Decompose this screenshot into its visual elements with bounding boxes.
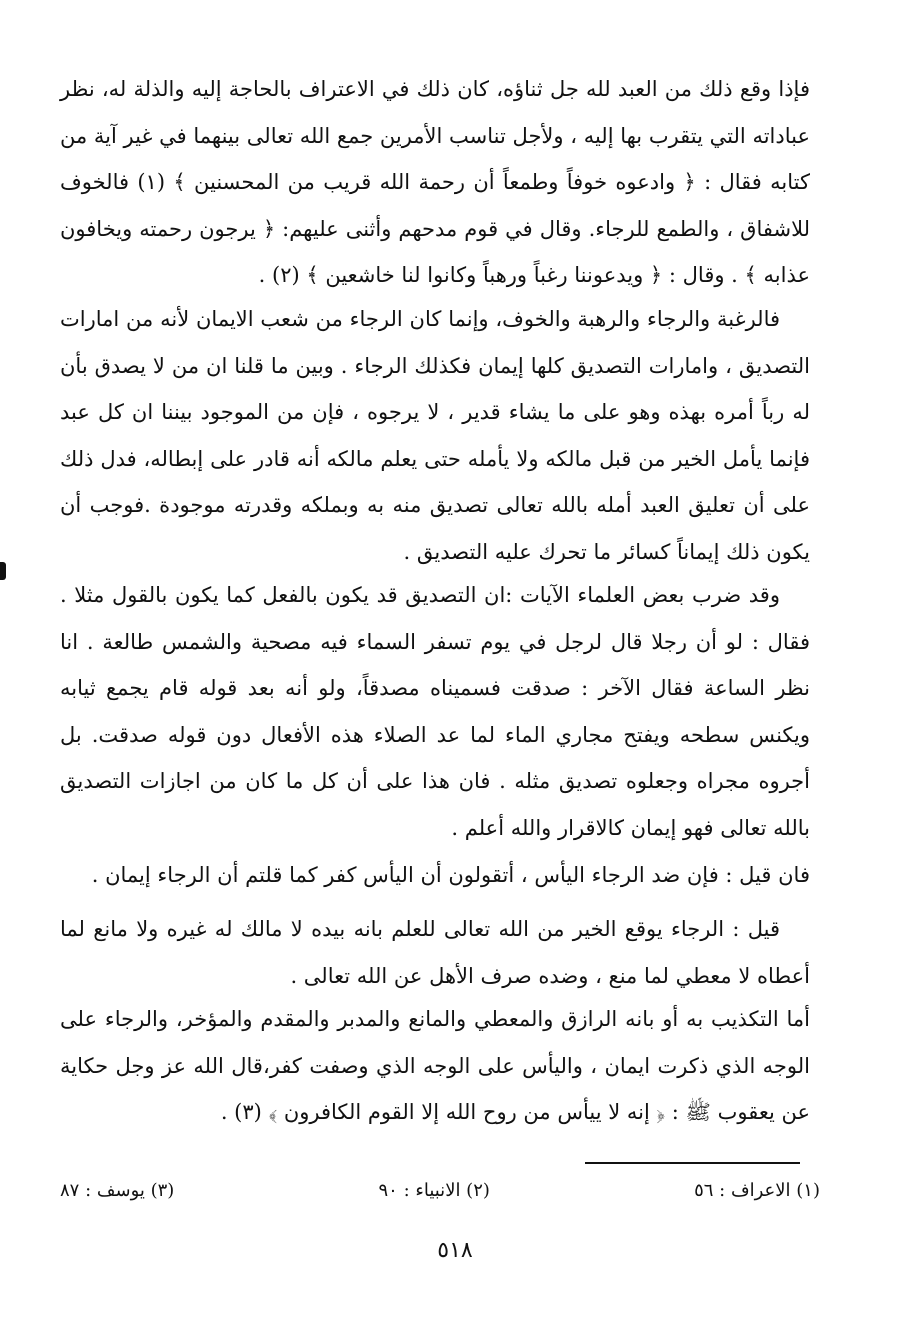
paragraph-4: [60, 852, 810, 899]
paragraph-1: [60, 66, 810, 299]
paragraph-text: أما التكذيب به أو بانه الرازق والمعطي والمانع والمدبر والمقدم والمؤخر، والرجاء على الوجه الذي ذكرت ايمان ، واليأس على الوجه الذي وصفت كفر،قال الله عز وجل حكاية عن يعقوب ﷺ : ﴿ إنه لا ييأس من روح الله إلا القوم الكافرون ﴾ (٣) .: [60, 1007, 810, 1124]
paragraph-text: فالرغبة والرجاء والرهبة والخوف، وإنما كان الرجاء من شعب الايمان لأنه من امارات التصديق ، وامارات التصديق كلها إيمان فكذلك الرجاء . وبين ما قلنا ان من لا يصدق بأن له رباً أمره بهذه وهو على ما يشاء قدير ، لا يرجوه ، فإن من الموجود بيننا ان كل عبد فإنما يأمل الخير من قبل مالكه ولا يأمله حتى يعلم مالكه أنه قادر على إبطاله، فدل ذلك على أن تعليق العبد أمله بالله تعالى تصديق منه به وبملكه وقدرته موجودة .فوجب أن يكون ذلك إيماناً كسائر ما تحرك عليه التصديق .: [60, 307, 810, 564]
paragraph-2: [60, 296, 810, 575]
paragraph-text: فان قيل : فإن ضد الرجاء اليأس ، أتقولون أن اليأس كفر كما قلتم أن الرجاء إيمان .: [91, 863, 810, 887]
paragraph-6: [60, 996, 810, 1136]
scan-margin-mark: [0, 562, 6, 580]
footnote-divider: [585, 1162, 800, 1164]
footnotes: [60, 1176, 820, 1206]
footnote-2: (٢) الانبياء : ٩٠: [378, 1180, 490, 1201]
paragraph-text: قيل : الرجاء يوقع الخير من الله تعالى للعلم بانه بيده لا مالك له غيره ولا مانع لما أعطاه لا معطي لما منع ، وضده صرف الأهل عن الله تعالى .: [60, 917, 810, 988]
footnote-3: (٣) يوسف : ٨٧: [60, 1180, 175, 1201]
paragraph-3: [60, 572, 810, 851]
paragraph-text: فإذا وقع ذلك من العبد لله جل ثناؤه، كان ذلك في الاعتراف بالحاجة إليه والذلة له، نظر عباداته التي يتقرب بها إليه ، ولأجل تناسب الأمرين جمع الله تعالى بينهما في غير آية من كتابه فقال : ﴿ وادعوه خوفاً وطمعاً أن رحمة الله قريب من المحسنين ﴾ (١) فالخوف للاشفاق ، والطمع للرجاء. وقال في قوم مدحهم وأثنى عليهم: ﴿ يرجون رحمته ويخافون عذابه ﴾ . وقال : ﴿ ويدعوننا رغباً ورهباً وكانوا لنا خاشعين ﴾ (٢) .: [60, 77, 810, 287]
footnote-1: (١) الاعراف : ٥٦: [694, 1180, 820, 1201]
paragraph-text: وقد ضرب بعض العلماء الآيات :ان التصديق قد يكون بالفعل كما يكون بالقول مثلا . فقال : لو أن رجلا قال لرجل في يوم تسفر السماء فيه مصحية والشمس طالعة . انا نظر الساعة فقال الآخر : صدقت فسميناه مصدقاً، ولو أنه بعد قوله قام يجمع ثيابه ويكنس سطحه ويفتح مجاري الماء لما عد الصلاء هذه الأفعال دون قوله صدقت. بل أجروه مجراه وجعلوه تصديق مثله . فان هذا على أن كل ما كان من اجازات التصديق بالله تعالى فهو إيمان كالاقرار والله أعلم .: [60, 583, 810, 840]
page-number: ٥١٨: [437, 1238, 473, 1263]
paragraph-5: [60, 906, 810, 999]
